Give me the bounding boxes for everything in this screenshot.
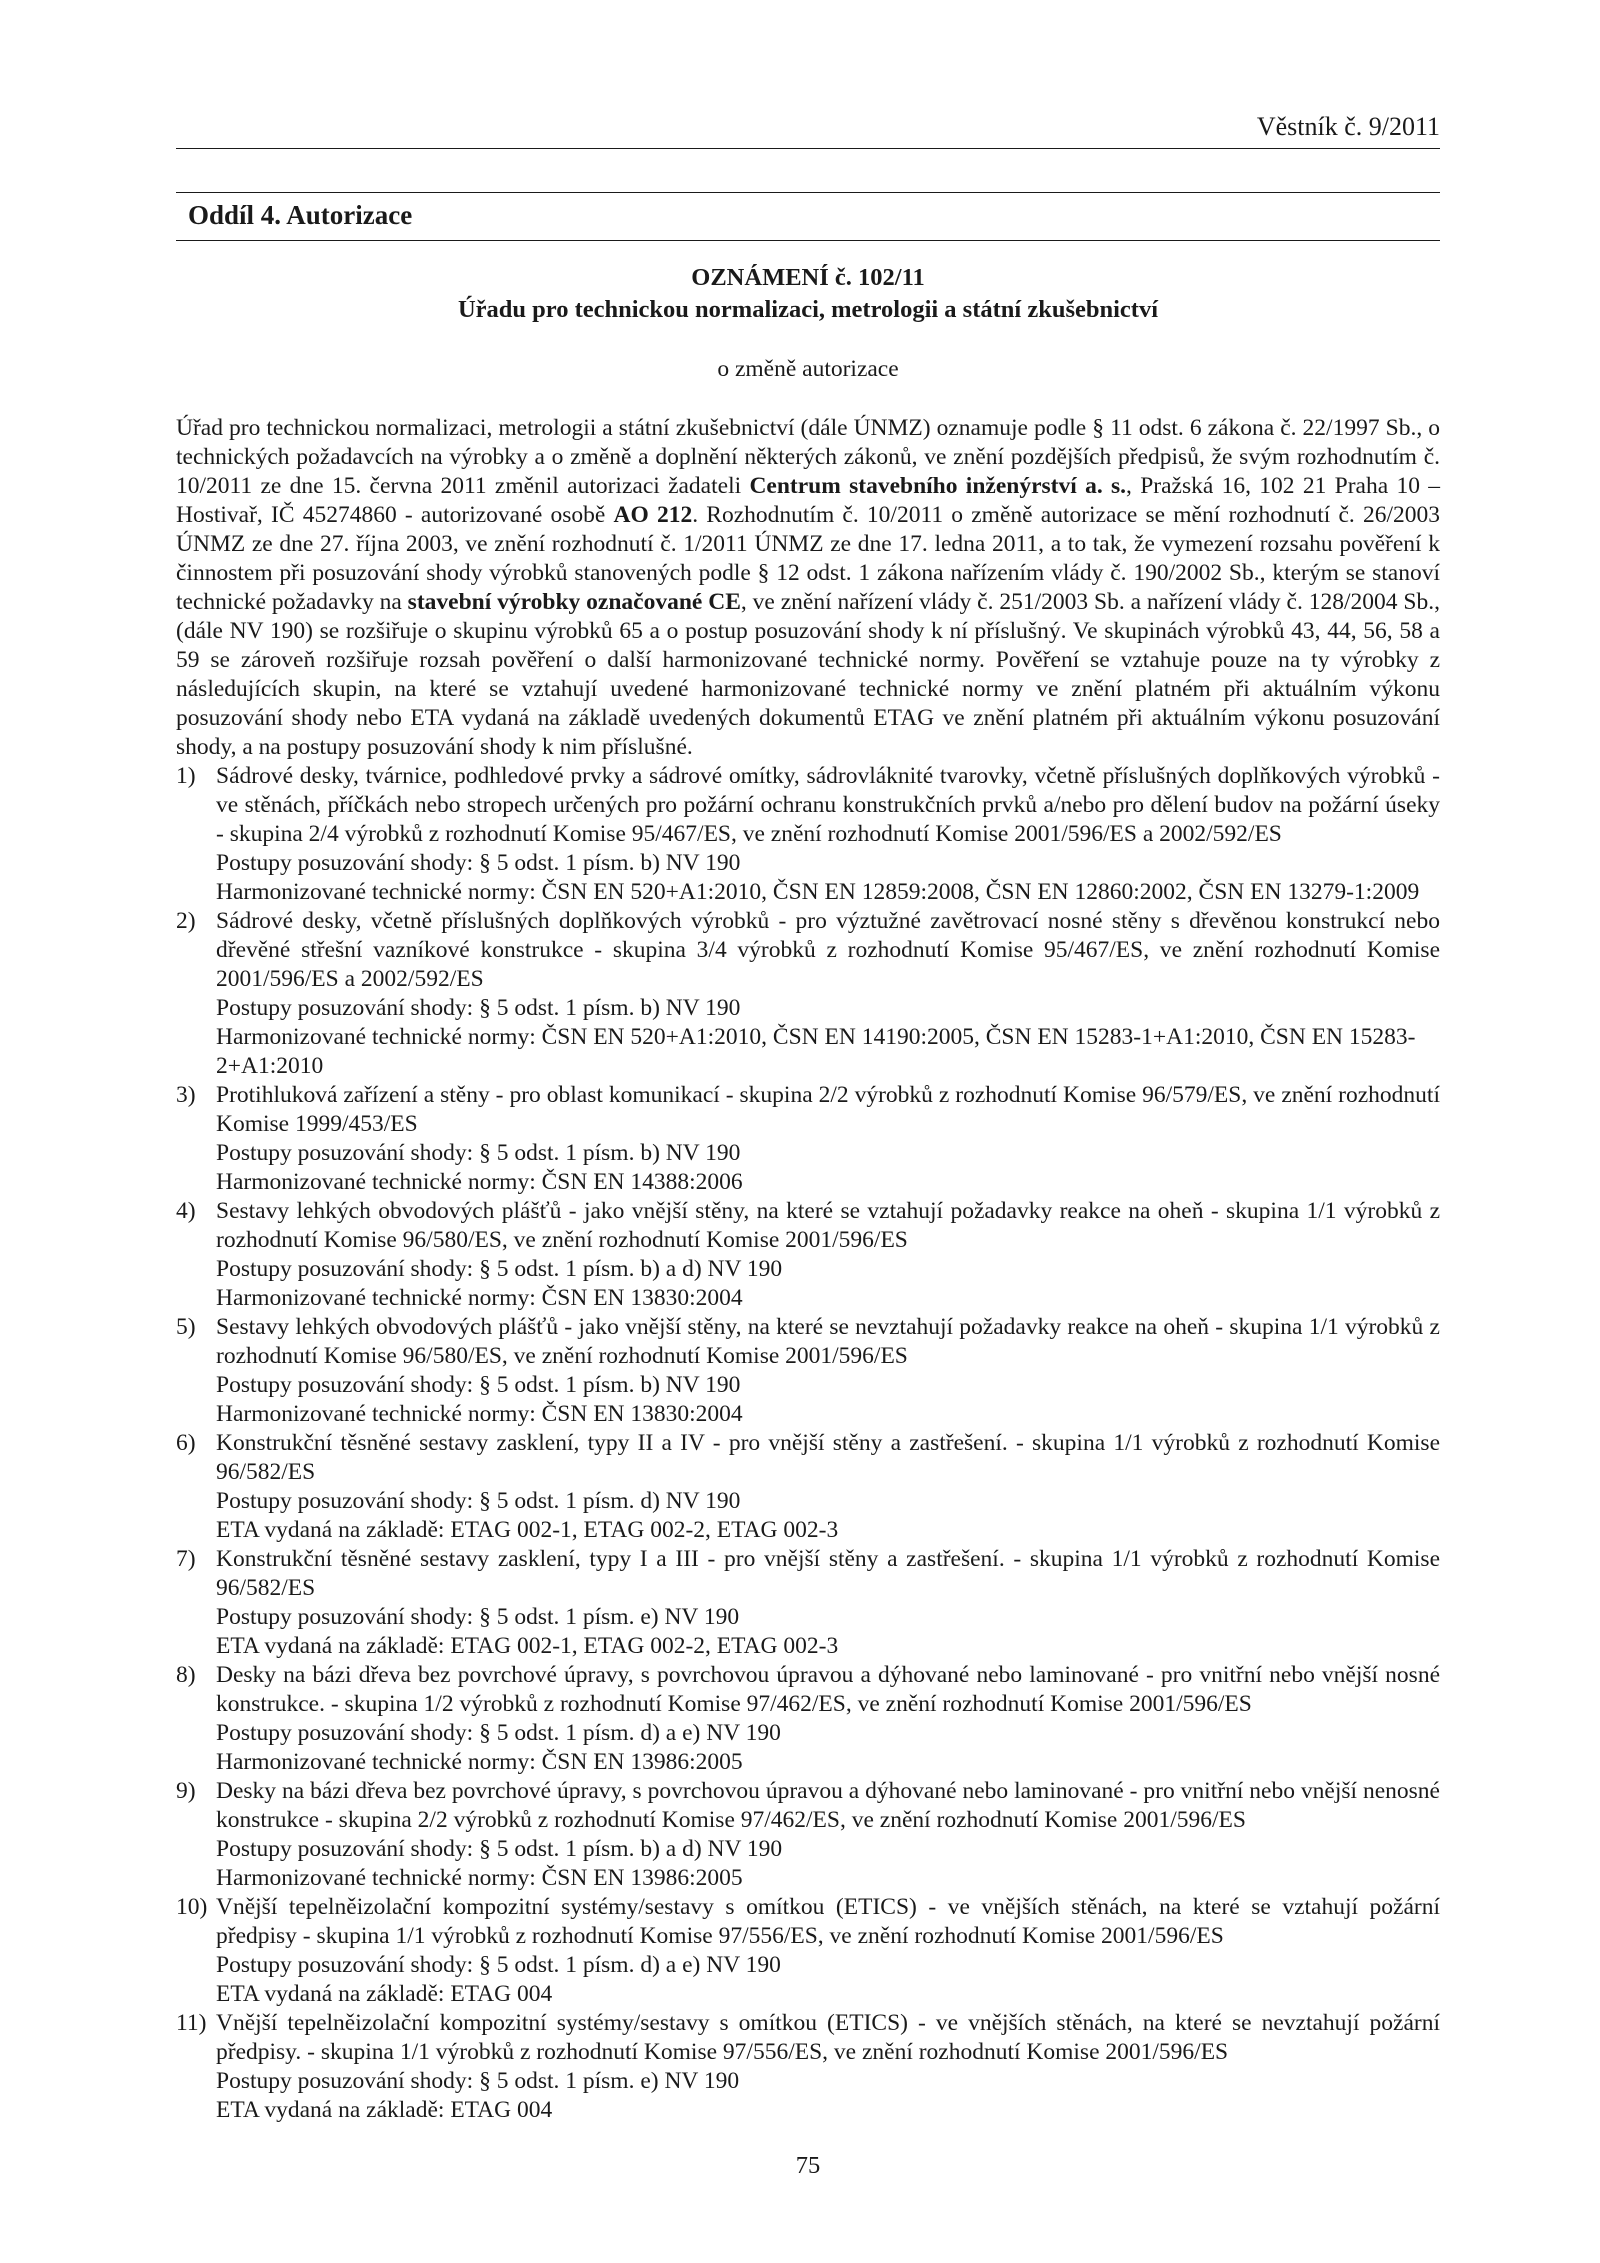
item-description: Vnější tepelněizolační kompozitní systémy/sestavy s omítkou (ETICS) - ve vnějších stěnách, na které se nevztahují požární předpisy. - skupina 1/1 výrobků z rozhodnutí Komise 97/556/ES, ve znění rozhodnutí Komise 2001/596/ES: [216, 2010, 1440, 2065]
item-number: 2): [176, 908, 196, 934]
applicant-name: Centrum stavebního inženýrství a. s.: [749, 473, 1127, 499]
item-procedure: Postupy posuzování shody: § 5 odst. 1 písm. b) a d) NV 190: [216, 1256, 783, 1282]
item-description: Desky na bázi dřeva bez povrchové úpravy, s povrchovou úpravou a dýhované nebo laminované - pro vnitřní nebo vnější nosné konstrukce. - skupina 1/2 výrobků z rozhodnutí Komise 97/462/ES, ve znění rozhodnutí Komise 2001/596/ES: [216, 1662, 1440, 1717]
item-number: 6): [176, 1430, 196, 1456]
item-number: 5): [176, 1314, 196, 1340]
section-title: Oddíl 4. Autorizace: [188, 200, 413, 230]
document-body: [176, 414, 1440, 2125]
item-standards: Harmonizované technické normy: ČSN EN 13986:2005: [216, 1749, 743, 1775]
list-item: [176, 1545, 1440, 1661]
list-item: [176, 907, 1440, 1081]
item-procedure: Postupy posuzování shody: § 5 odst. 1 písm. d) NV 190: [216, 1488, 741, 1514]
item-standards: Harmonizované technické normy: ČSN EN 14388:2006: [216, 1169, 743, 1195]
item-description: Sestavy lehkých obvodových plášťů - jako vnější stěny, na které se vztahují požadavky reakce na oheň - skupina 1/1 výrobků z rozhodnutí Komise 96/580/ES, ve znění rozhodnutí Komise 2001/596/ES: [216, 1198, 1440, 1253]
item-standards: Harmonizované technické normy: ČSN EN 13830:2004: [216, 1401, 743, 1427]
item-procedure: Postupy posuzování shody: § 5 odst. 1 písm. e) NV 190: [216, 1604, 740, 1630]
item-number: 7): [176, 1546, 196, 1572]
item-number: 10): [176, 1894, 208, 1920]
list-item: [176, 1777, 1440, 1893]
list-item: [176, 1081, 1440, 1197]
item-description: Desky na bázi dřeva bez povrchové úpravy, s povrchovou úpravou a dýhované nebo laminované - pro vnitřní nebo vnější nenosné konstrukce - skupina 2/2 výrobků z rozhodnutí Komise 97/462/ES, ve znění rozhodnutí Komise 2001/596/ES: [216, 1778, 1440, 1833]
item-procedure: Postupy posuzování shody: § 5 odst. 1 písm. b) a d) NV 190: [216, 1836, 783, 1862]
item-number: 8): [176, 1662, 196, 1688]
list-item: [176, 1429, 1440, 1545]
running-head: Věstník č. 9/2011: [1256, 112, 1440, 141]
list-item: [176, 1661, 1440, 1777]
document-page: [176, 0, 1440, 2263]
item-procedure: Postupy posuzování shody: § 5 odst. 1 písm. d) a e) NV 190: [216, 1720, 781, 1746]
item-standards: ETA vydaná na základě: ETAG 002-1, ETAG 002-2, ETAG 002-3: [216, 1633, 839, 1659]
list-item: [176, 2009, 1440, 2125]
item-description: Sádrové desky, tvárnice, podhledové prvky a sádrové omítky, sádrovláknité tvarovky, včetně příslušných doplňkových výrobků - ve stěnách, příčkách nebo stropech určených pro požární ochranu konstrukčních prvků a/nebo pro dělení budov na požární úseky - skupina 2/4 výrobků z rozhodnutí Komise 95/467/ES, ve znění rozhodnutí Komise 2001/596/ES a 2002/592/ES: [216, 763, 1440, 847]
announcement-issuer: Úřadu pro technickou normalizaci, metrologii a státní zkušebnictví: [457, 296, 1159, 323]
header-rule: [176, 148, 1440, 149]
item-number: 11): [176, 2010, 207, 2036]
item-procedure: Postupy posuzování shody: § 5 odst. 1 písm. b) NV 190: [216, 995, 741, 1021]
authorized-body-code: AO 212: [613, 502, 693, 528]
item-description: Protihluková zařízení a stěny - pro oblast komunikací - skupina 2/2 výrobků z rozhodnutí Komise 96/579/ES, ve znění rozhodnutí Komise 1999/453/ES: [216, 1082, 1440, 1137]
item-standards: Harmonizované technické normy: ČSN EN 13830:2004: [216, 1285, 743, 1311]
section-rule-bottom: [176, 240, 1440, 241]
item-number: 3): [176, 1082, 196, 1108]
intro-text-4: , ve znění nařízení vlády č. 251/2003 Sb. a nařízení vlády č. 128/2004 Sb., (dále NV 190) se rozšiřuje o skupinu výrobků 65 a o postup posuzování shody k ní příslušný. Ve skupinách výrobků 43, 44, 56, 58 a 59 se zároveň rozšiřuje rozsah pověření o další harmonizované technické normy. Pověření se vztahuje pouze na ty výrobky z následujících skupin, na které se vztahují uvedené harmonizované technické normy ve znění platném při aktuálním výkonu posuzování shody nebo ETA vydaná na základě uvedených dokumentů ETAG ve znění platném při aktuálním výkonu posuzování shody, a na postupy posuzování shody k nim příslušné.: [176, 589, 1440, 760]
item-number: 9): [176, 1778, 196, 1804]
page-number: 75: [795, 2152, 821, 2179]
item-procedure: Postupy posuzování shody: § 5 odst. 1 písm. d) a e) NV 190: [216, 1952, 781, 1978]
item-standards: Harmonizované technické normy: ČSN EN 520+A1:2010, ČSN EN 12859:2008, ČSN EN 12860:2002, ČSN EN 13279-1:2009: [216, 879, 1420, 905]
intro-text-3: . Rozhodnutím č. 10/2011 o změně autorizace se mění rozhodnutí č. 26/2003 ÚNMZ ze dne 27. října 2003, ve znění rozhodnutí č. 1/2011 ÚNMZ ze dne 17. ledna 2011, a to tak, že vymezení rozsahu pověření k činnostem při posuzování shody výrobků stanovených podle § 12 odst. 1 zákona nařízením vlády č. 190/2002 Sb., kterým se stanoví technické požadavky na: [176, 502, 1441, 615]
item-description: Sádrové desky, včetně příslušných doplňkových výrobků - pro výztužné zavětrovací nosné stěny s dřevěnou konstrukcí nebo dřevěné střešní vazníkové konstrukce - skupina 3/4 výrobků z rozhodnutí Komise 95/467/ES, ve znění rozhodnutí Komise 2001/596/ES a 2002/592/ES: [216, 908, 1440, 992]
item-description: Konstrukční těsněné sestavy zasklení, typy I a III - pro vnější stěny a zastřešení. - skupina 1/1 výrobků z rozhodnutí Komise 96/582/ES: [216, 1546, 1440, 1601]
announcement-number: OZNÁMENÍ č. 102/11: [691, 264, 925, 291]
item-standards: Harmonizované technické normy: ČSN EN 520+A1:2010, ČSN EN 14190:2005, ČSN EN 15283-1+A1:2010, ČSN EN 15283-2+A1:2010: [216, 1024, 1416, 1079]
item-standards: ETA vydaná na základě: ETAG 002-1, ETAG 002-2, ETAG 002-3: [216, 1517, 839, 1543]
list-item: [176, 1197, 1440, 1313]
item-description: Sestavy lehkých obvodových plášťů - jako vnější stěny, na které se nevztahují požadavky reakce na oheň - skupina 1/1 výrobků z rozhodnutí Komise 96/580/ES, ve znění rozhodnutí Komise 2001/596/ES: [216, 1314, 1440, 1369]
item-description: Vnější tepelněizolační kompozitní systémy/sestavy s omítkou (ETICS) - ve vnějších stěnách, na které se vztahují požární předpisy - skupina 1/1 výrobků z rozhodnutí Komise 97/556/ES, ve znění rozhodnutí Komise 2001/596/ES: [216, 1894, 1440, 1949]
section-rule-top: [176, 192, 1440, 193]
item-number: 4): [176, 1198, 196, 1224]
item-procedure: Postupy posuzování shody: § 5 odst. 1 písm. e) NV 190: [216, 2068, 740, 2094]
item-description: Konstrukční těsněné sestavy zasklení, typy II a IV - pro vnější stěny a zastřešení. - skupina 1/1 výrobků z rozhodnutí Komise 96/582/ES: [216, 1430, 1440, 1485]
item-number: 1): [176, 763, 196, 789]
item-procedure: Postupy posuzování shody: § 5 odst. 1 písm. b) NV 190: [216, 850, 741, 876]
product-category: stavební výrobky označované CE: [407, 589, 741, 615]
list-item: [176, 1893, 1440, 2009]
announcement-subject: o změně autorizace: [717, 356, 899, 382]
product-group-list: [176, 762, 1440, 2125]
intro-text-2: , Pražská 16, 102 21 Praha 10 – Hostivař, IČ 45274860 - autorizované osobě: [176, 473, 1440, 528]
item-procedure: Postupy posuzování shody: § 5 odst. 1 písm. b) NV 190: [216, 1140, 741, 1166]
item-procedure: Postupy posuzování shody: § 5 odst. 1 písm. b) NV 190: [216, 1372, 741, 1398]
item-standards: ETA vydaná na základě: ETAG 004: [216, 1981, 553, 2007]
item-standards: ETA vydaná na základě: ETAG 004: [216, 2097, 553, 2123]
list-item: [176, 762, 1440, 907]
intro-paragraph: [176, 414, 1440, 762]
list-item: [176, 1313, 1440, 1429]
item-standards: Harmonizované technické normy: ČSN EN 13986:2005: [216, 1865, 743, 1891]
intro-text-1: Úřad pro technickou normalizaci, metrologii a státní zkušebnictví (dále ÚNMZ) oznamuje podle § 11 odst. 6 zákona č. 22/1997 Sb., o technických požadavcích na výrobky a o změně a doplnění některých zákonů, ve znění pozdějších předpisů, že svým rozhodnutím č. 10/2011 ze dne 15. června 2011 změnil autorizaci žadateli: [176, 415, 1440, 499]
